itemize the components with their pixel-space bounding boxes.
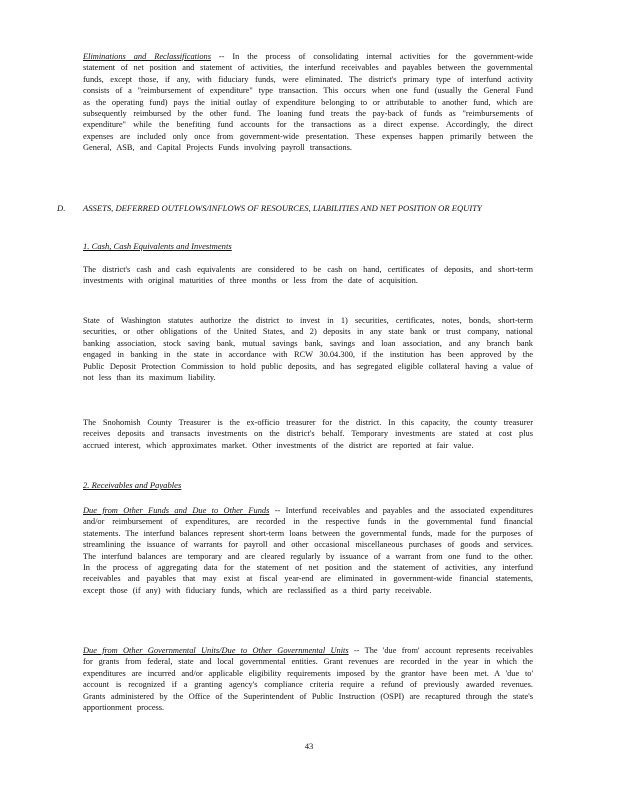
eliminations-paragraph (83, 51, 533, 154)
interfund-lead: Due from Other Funds and Due to Other Funds (83, 506, 270, 515)
governmental-units-paragraph (83, 645, 533, 713)
eliminations-body: -- In the process of consolidating internal activities for the government-wide statement of net position and statement of activities, the interfund receivables and payables between the governmental funds, except those, if any, with fiduciary funds, were eliminated. The district's primary type of interfund activity consists of a "reimbursement of expenditure" type transaction. This occurs when one fund (usually the General Fund as the operating fund) pays the initial outlay of expenditure belonging to or attributable to another fund, which are subsequently reimbursed by the other fund. The loaning fund treats the pay-back of funds as "reimbursements of expenditure" while the benefiting fund accounts for the transactions as a direct expense. Accordingly, the direct expenses are included only once from government-wide presentation. These expenses happen primarily between the General, ASB, and Capital Projects Funds involving payroll transactions. (83, 52, 533, 153)
cash-paragraph-2: State of Washington statutes authorize the district to invest in 1) securities, certificates, notes, bonds, short-term securities, or other obligations of the United States, and 2) deposits in any state bank or trust company, national banking association, stock saving bank, mutual savings bank, savings and loan association, and any branch bank engaged in banking in the state in accordance with RCW 30.04.300, if the institution has been approved by the Public Deposit Protection Commission to hold public deposits, and has segregated eligible collateral having a value of not less than its maximum liability. (83, 316, 533, 383)
page-number: 43 (304, 741, 314, 751)
interfund-body: -- Interfund receivables and payables and the associated expenditures and/or reimbursement of expenditures, are recorded in the respective funds in the governmental fund financial statements. The interfund balances represent short-term loans between the governmental funds, made for the purposes of streamlining the issuance of warrants for payroll and other occasional miscellaneous purchases of goods and services. The interfund balances are temporary and are cleared regularly by issuance of a warrant from one fund to the other. In the process of aggregating data for the statement of net position and the statement of activities, any interfund receivables and payables that may exist at fiscal year-end are eliminated in government-wide financial statements, except those (if any) with fiduciary funds, which are reclassified as a third party receivable. (83, 506, 533, 595)
cash-paragraph-3: The Snohomish County Treasurer is the ex-officio treasurer for the district. In this capacity, the county treasurer receives deposits and transacts investments on the district's behalf. Temporary investments are stated at cost plus accrued interest, which approximates market. Other investments of the district are reported at fair value. (83, 418, 533, 450)
interfund-paragraph (83, 505, 533, 596)
eliminations-lead: Eliminations and Reclassifications (83, 52, 211, 61)
subheading-receivables: 2. Receivables and Payables (83, 480, 182, 490)
section-title: ASSETS, DEFERRED OUTFLOWS/INFLOWS OF RESOURCES, LIABILITIES AND NET POSITION OR EQUITY (83, 203, 482, 213)
cash-paragraph-1: The district's cash and cash equivalents are considered to be cash on hand, certificates of deposits, and short-term investments with original maturities of three months or less from the date of acquisition. (83, 265, 533, 286)
section-heading (57, 203, 533, 215)
governmental-units-lead: Due from Other Governmental Units/Due to Other Governmental Units (83, 646, 349, 655)
section-letter: D. (57, 203, 66, 213)
governmental-units-body: -- The 'due from' account represents receivables for grants from federal, state and local governmental entities. Grant revenues are recorded in the year in which the expenditures are incurred and/or applicable eligibility requirements imposed by the grantor have been met. A 'due to' account is recognized if a granting agency's compliance criteria require a refund of previously awarded revenues. Grants administered by the Office of the Superintendent of Public Instruction (OSPI) are recaptured through the state's apportionment process. (83, 646, 533, 713)
subheading-cash: 1. Cash, Cash Equivalents and Investments (83, 241, 232, 251)
